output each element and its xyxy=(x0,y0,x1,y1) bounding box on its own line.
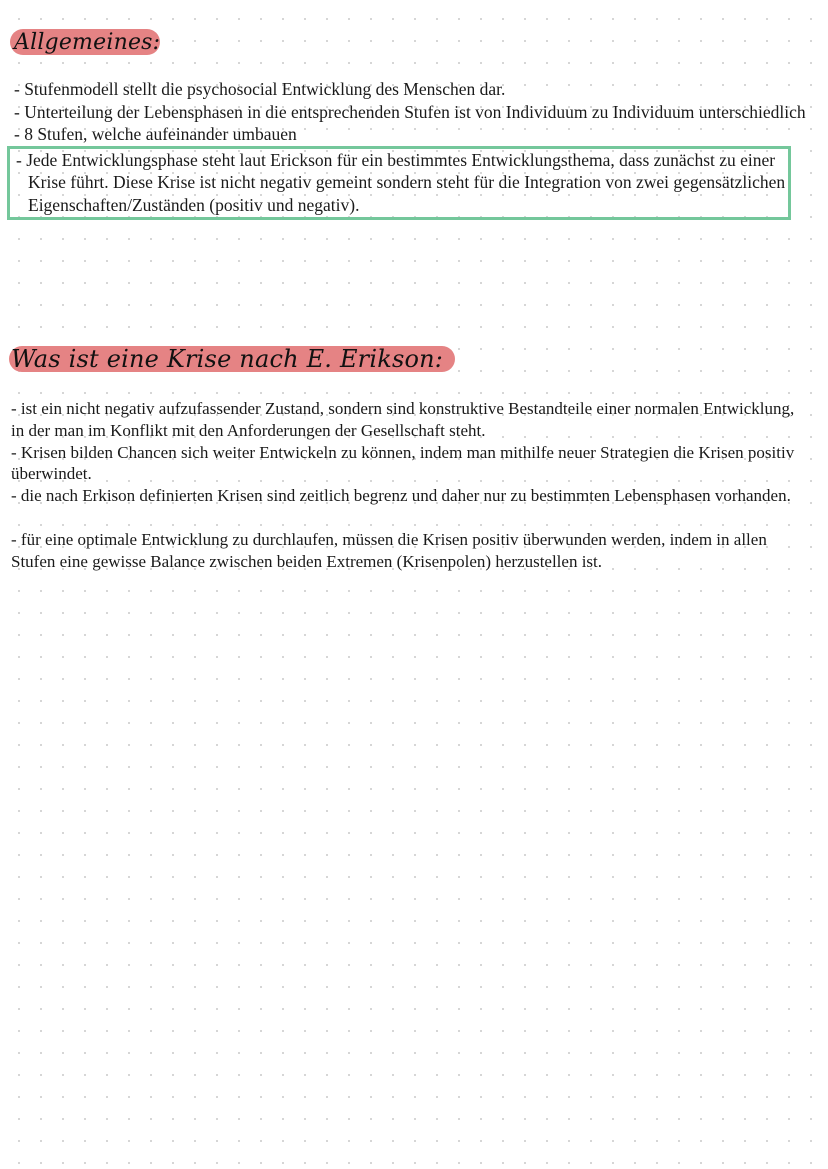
list-item-text: - Unterteilung der Lebensphasen in die entsprechenden Stufen ist von Individuum zu Individuum unterschiedlich xyxy=(14,101,806,122)
list-item-text: - Jede Entwicklungsphase steht laut Erickson für ein bestimmtes Entwicklungsthema, dass zunächst zu einer Krise führt. Diese Krise ist nicht negativ gemeint sondern steht für die Integration von zwei gegensätzlichen Eigenschaften/Zuständen (positiv und negativ). xyxy=(16,149,786,215)
list-item xyxy=(14,78,814,101)
paragraph: - Krisen bilden Chancen sich weiter Entwickeln zu können, indem man mithilfe neuer Strategien die Krisen positiv überwindet. xyxy=(11,442,795,484)
list-item xyxy=(14,101,814,124)
allgemeines-list xyxy=(14,78,814,220)
highlighted-list-item xyxy=(7,146,791,221)
list-item-text: - Stufenmodell stellt die psychosocial Entwicklung des Menschen dar. xyxy=(14,79,506,99)
paragraph: - ist ein nicht negativ aufzufassender Zustand, sondern sind konstruktive Bestandteile einer normalen Entwicklung, in der man im Konflikt mit den Anforderungen der Gesellschaft steht. xyxy=(11,399,795,440)
section-heading-text: Allgemeines: xyxy=(14,29,161,55)
list-item-text: - 8 Stufen, welche aufeinander umbauen xyxy=(14,124,297,144)
paragraph-spacer xyxy=(11,507,801,529)
paragraph: - für eine optimale Entwicklung zu durchlaufen, müssen die Krisen positiv überwunden werden, indem in allen Stufen eine gewisse Balance zwischen beiden Extremen (Krisenpolen) herzustellen ist. xyxy=(11,529,767,571)
section-heading-text: Was ist eine Krise nach E. Erikson: xyxy=(11,345,444,373)
list-item xyxy=(14,123,814,146)
section-heading-krise xyxy=(9,346,455,372)
krise-paragraphs xyxy=(11,398,801,572)
section-heading-allgemeines xyxy=(10,29,160,55)
paragraph: - die nach Erkison definierten Krisen sind zeitlich begrenz und daher nur zu bestimmten Lebensphasen vorhanden. xyxy=(11,486,791,506)
